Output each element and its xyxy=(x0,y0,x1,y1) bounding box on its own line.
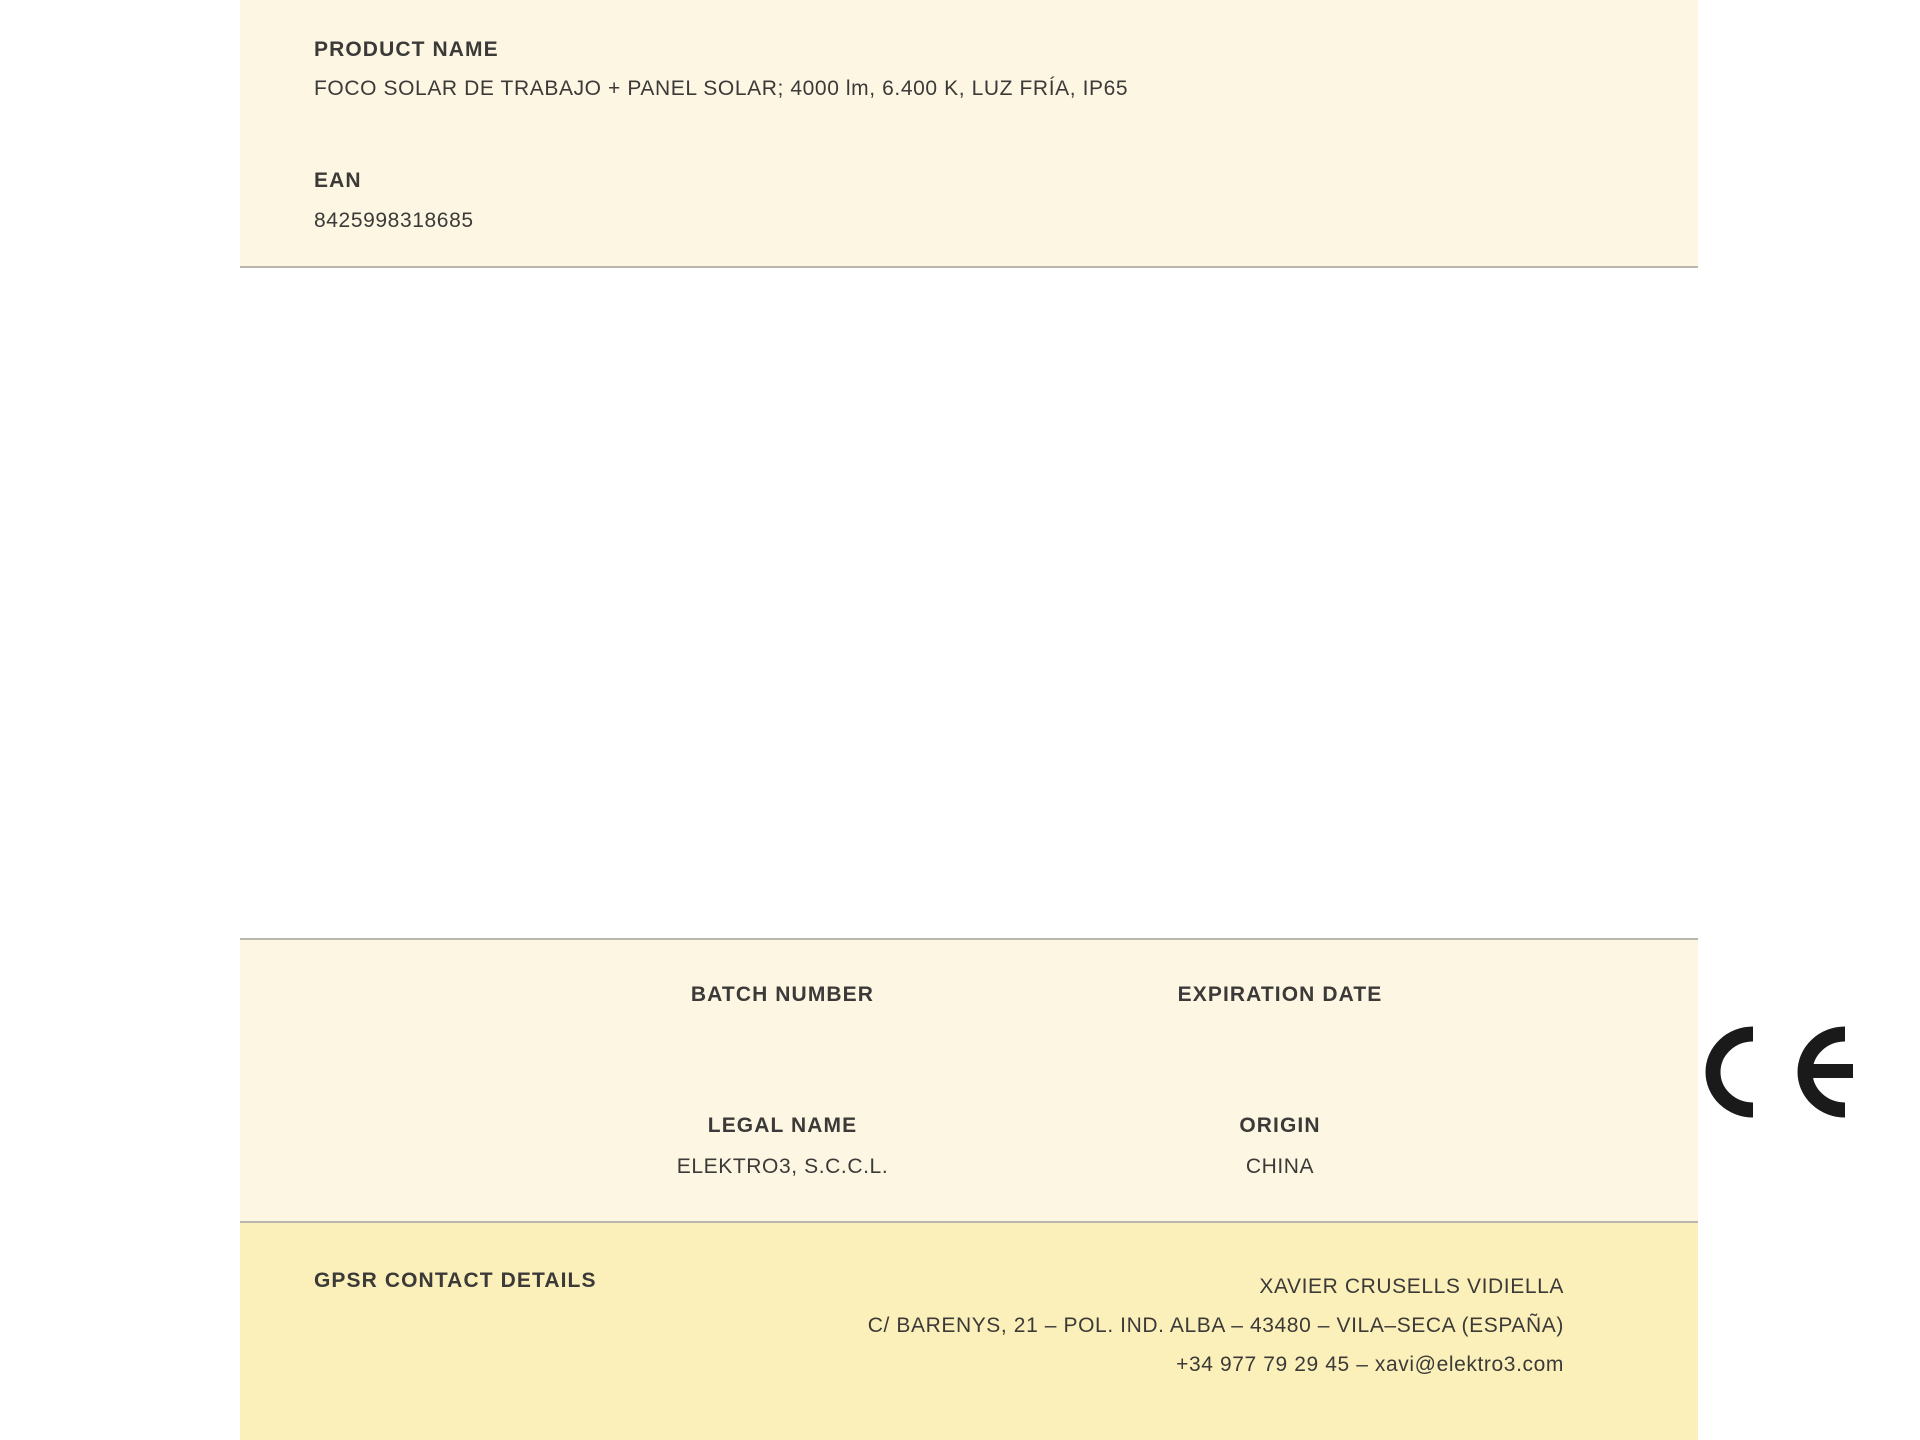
ce-marking-icon xyxy=(1695,1022,1855,1122)
gpsr-contact-phone-email: +34 977 79 29 45 – xavi@elektro3.com xyxy=(1176,1353,1564,1376)
gpsr-contact-section xyxy=(240,1223,1698,1440)
blank-spacer-region xyxy=(240,268,1698,938)
product-identity-section xyxy=(240,0,1698,268)
gpsr-contact-address: C/ BARENYS, 21 – POL. IND. ALBA – 43480 – VILA–SECA (ESPAÑA) xyxy=(867,1314,1564,1337)
origin-value: CHINA xyxy=(1245,1155,1315,1178)
batch-number-label: BATCH NUMBER xyxy=(690,983,875,1006)
ean-label: EAN xyxy=(314,169,362,192)
traceability-section xyxy=(240,938,1698,1223)
legal-name-value: ELEKTRO3, S.C.C.L. xyxy=(676,1155,889,1178)
expiration-date-label: EXPIRATION DATE xyxy=(1177,983,1383,1006)
product-name-label: PRODUCT NAME xyxy=(314,38,499,61)
legal-name-label: LEGAL NAME xyxy=(707,1114,858,1137)
gpsr-contact-lines xyxy=(868,1267,1564,1384)
gpsr-label: GPSR CONTACT DETAILS xyxy=(314,1269,597,1292)
origin-label: ORIGIN xyxy=(1239,1114,1321,1137)
gpsr-contact-name: XAVIER CRUSELLS VIDIELLA xyxy=(1259,1275,1564,1298)
ean-value: 8425998318685 xyxy=(314,209,474,232)
product-name-value: FOCO SOLAR DE TRABAJO + PANEL SOLAR; 4000 lm, 6.400 K, LUZ FRÍA, IP65 xyxy=(314,77,1129,100)
